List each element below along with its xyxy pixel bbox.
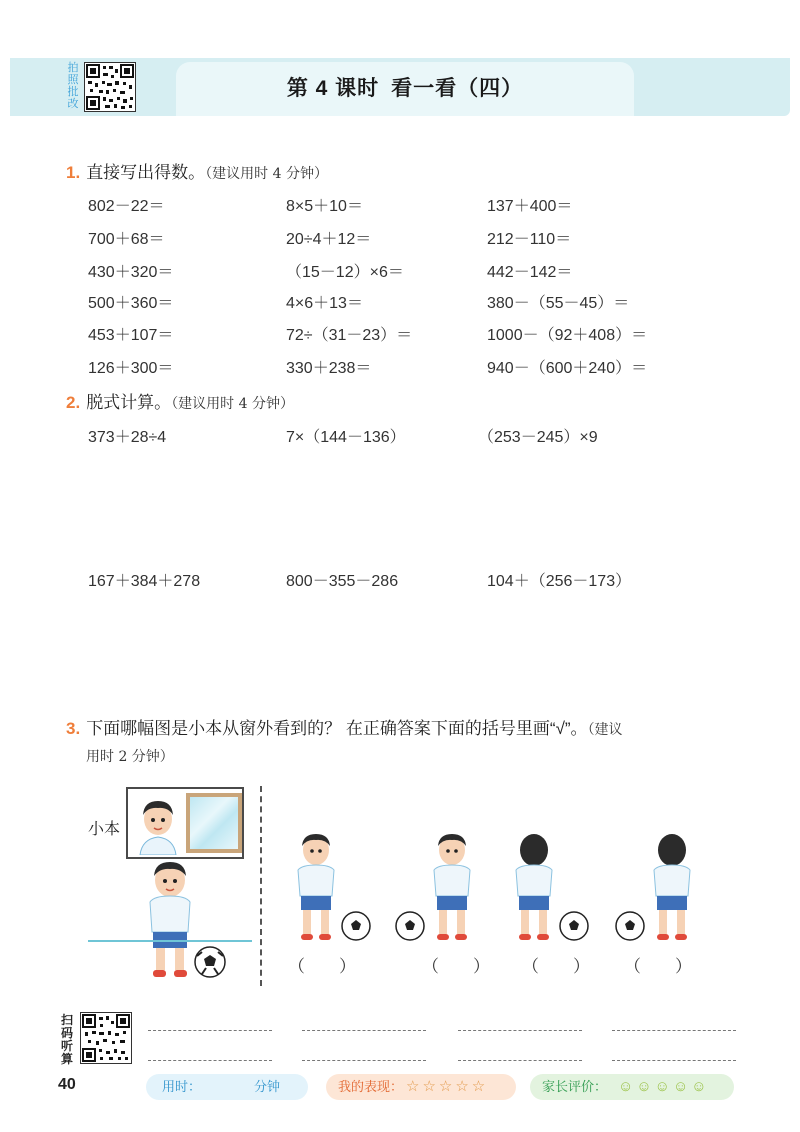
time-used-pill xyxy=(146,1074,308,1100)
q1-number: 1. xyxy=(66,163,81,182)
q1-expression: 72÷（31－23）＝ xyxy=(286,327,413,344)
q2-expression: 7×（144－136） xyxy=(286,429,406,446)
q3-number: 3. xyxy=(66,719,81,738)
lesson-name: 看一看（四） xyxy=(391,77,524,100)
q1-expression: 940－（600＋240）＝ xyxy=(487,360,648,377)
answer-line xyxy=(458,1030,582,1031)
q3-time-hint: （建议 xyxy=(587,722,623,738)
xiaoben-label: 小本 xyxy=(88,821,121,838)
q2-heading xyxy=(66,388,294,413)
answer-slot-3[interactable]: （ ） xyxy=(522,957,590,976)
parent-label: 家长评价： xyxy=(542,1079,608,1094)
answer-line xyxy=(302,1060,426,1061)
photo-grade-label: 拍照批改 xyxy=(67,62,79,110)
option-2-illustration xyxy=(394,832,478,948)
q1-expression: 380－（55－45）＝ xyxy=(487,295,630,312)
lesson-number: 第 4 课时 xyxy=(286,77,380,100)
q1-instruction: 直接写出得数。 xyxy=(86,163,206,182)
answer-line xyxy=(148,1060,272,1061)
window-glass xyxy=(186,793,242,853)
q1-expression: 442－142＝ xyxy=(487,264,573,281)
q1-expression: 330＋238＝ xyxy=(286,360,372,377)
boy-at-window-illustration xyxy=(134,797,182,855)
answer-line xyxy=(458,1060,582,1061)
q1-expression: 500＋360＝ xyxy=(88,295,174,312)
option-4-illustration xyxy=(614,832,698,948)
answer-slot-4[interactable]: （ ） xyxy=(624,957,692,976)
q1-expression: 137＋400＝ xyxy=(487,198,573,215)
boy-standing-illustration xyxy=(136,860,236,984)
divider-dashed xyxy=(260,786,262,986)
q1-expression: 700＋68＝ xyxy=(88,231,165,248)
page-number: 40 xyxy=(58,1076,76,1093)
answer-line xyxy=(612,1060,736,1061)
q1-time-hint: （建议用时 4 分钟） xyxy=(205,166,328,182)
q3-time-hint-cont: 用时 2 分钟） xyxy=(86,749,174,765)
parent-review-pill xyxy=(530,1074,734,1100)
performance-label: 我的表现： xyxy=(338,1079,404,1094)
lesson-title xyxy=(176,72,634,102)
answer-slot-1[interactable]: （ ） xyxy=(288,957,356,976)
q1-expression: 20÷4＋12＝ xyxy=(286,231,372,248)
smiley-rating-icon[interactable]: ☺☺☺☺☺ xyxy=(618,1078,710,1095)
answer-line xyxy=(302,1030,426,1031)
q1-expression: 430＋320＝ xyxy=(88,264,174,281)
option-1-illustration xyxy=(290,832,374,948)
qr-code-icon[interactable] xyxy=(84,62,136,112)
q1-expression: 1000－（92＋408）＝ xyxy=(487,327,648,344)
scan-qr-code-icon[interactable] xyxy=(80,1012,132,1064)
q2-expression: 800－355－286 xyxy=(286,573,399,590)
q2-expression: 104＋（256－173） xyxy=(487,573,632,590)
floor-line xyxy=(88,940,252,942)
q2-time-hint: （建议用时 4 分钟） xyxy=(171,396,294,412)
option-3-illustration xyxy=(508,832,592,948)
q2-expression: （253－245）×9 xyxy=(478,429,598,446)
my-performance-pill xyxy=(326,1074,516,1100)
answer-slot-2[interactable]: （ ） xyxy=(422,957,490,976)
window-frame xyxy=(126,787,244,859)
answer-line xyxy=(148,1030,272,1031)
q1-expression: （15－12）×6＝ xyxy=(286,264,404,281)
q2-expression: 373＋28÷4 xyxy=(88,429,167,446)
q1-expression: 212－110＝ xyxy=(487,231,572,248)
q2-number: 2. xyxy=(66,393,81,412)
time-label: 用时： xyxy=(162,1079,202,1094)
q1-expression: 126＋300＝ xyxy=(88,360,174,377)
scan-listen-label: 扫码听算 xyxy=(60,1013,73,1066)
q1-expression: 4×6＋13＝ xyxy=(286,295,363,312)
q2-expression: 167＋384＋278 xyxy=(88,573,201,590)
q2-instruction: 脱式计算。 xyxy=(86,393,172,412)
q3-heading xyxy=(66,714,756,739)
q1-expression: 8×5＋10＝ xyxy=(286,198,363,215)
time-unit: 分钟 xyxy=(254,1079,281,1094)
star-rating-icon[interactable]: ☆☆☆☆☆ xyxy=(406,1078,489,1095)
q1-expression: 802－22＝ xyxy=(88,198,165,215)
q1-expression: 453＋107＝ xyxy=(88,327,174,344)
q3-instruction: 下面哪幅图是小本从窗外看到的？ 在正确答案下面的括号里画“√”。 xyxy=(86,719,588,738)
answer-line xyxy=(612,1030,736,1031)
q1-heading xyxy=(66,158,328,183)
